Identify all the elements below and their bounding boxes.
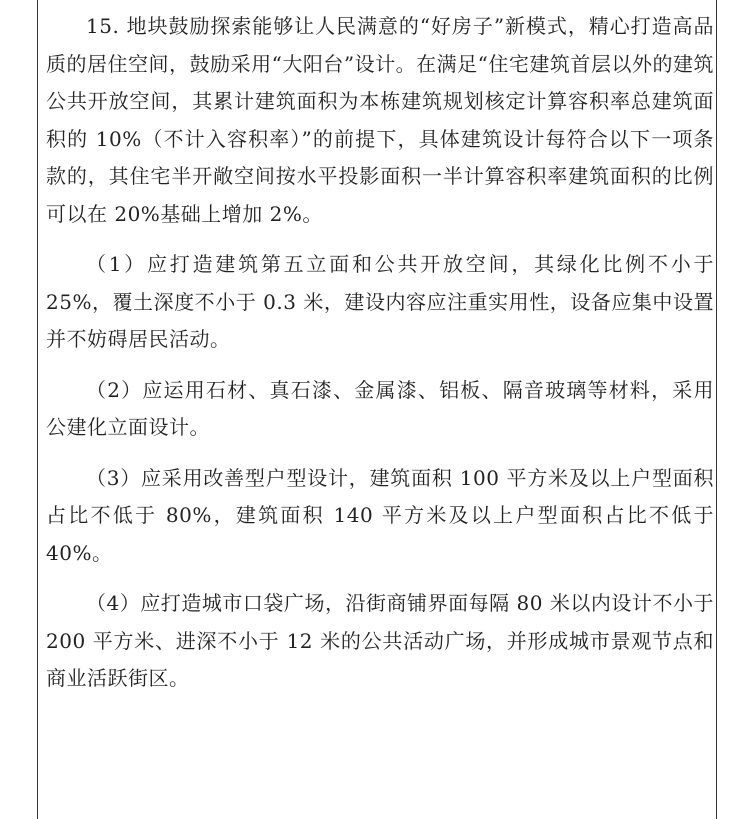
paragraph-item-1: （1）应打造建筑第五立面和公共开放空间，其绿化比例不小于 25%，覆土深度不小于 0.3 米，建设内容应注重实用性，设备应集中设置并不妨碍居民活动。 bbox=[46, 252, 714, 351]
table-border-right bbox=[716, 0, 717, 819]
table-border-left bbox=[37, 0, 38, 819]
document-body bbox=[46, 8, 714, 698]
paragraph-item-3: （3）应采用改善型户型设计，建筑面积 100 平方米及以上户型面积占比不低于 80%，建筑面积 140 平方米及以上户型面积占比不低于 40%。 bbox=[46, 465, 714, 565]
paragraph-item-2: （2）应运用石材、真石漆、金属漆、铝板、隔音玻璃等材料，采用公建化立面设计。 bbox=[46, 377, 714, 439]
paragraph-item-4: （4）应打造城市口袋广场，沿街商铺界面每隔 80 米以内设计不小于 200 平方米、进深不小于 12 米的公共活动广场，并形成城市景观节点和商业活跃街区。 bbox=[46, 591, 714, 690]
paragraph-clause-15: 15. 地块鼓励探索能够让人民满意的“好房子”新模式，精心打造高品质的居住空间，鼓励采用“大阳台”设计。在满足“住宅建筑首层以外的建筑公共开放空间，其累计建筑面积为本栋建筑规划核定计算容积率总建筑面积的 10%（不计入容积率）”的前提下，具体建筑设计每符合以下一项条款的，其住宅半开敞空间按水平投影面积一半计算容积率建筑面积的比例可以在 20%基础上增加 2%。 bbox=[46, 14, 714, 226]
